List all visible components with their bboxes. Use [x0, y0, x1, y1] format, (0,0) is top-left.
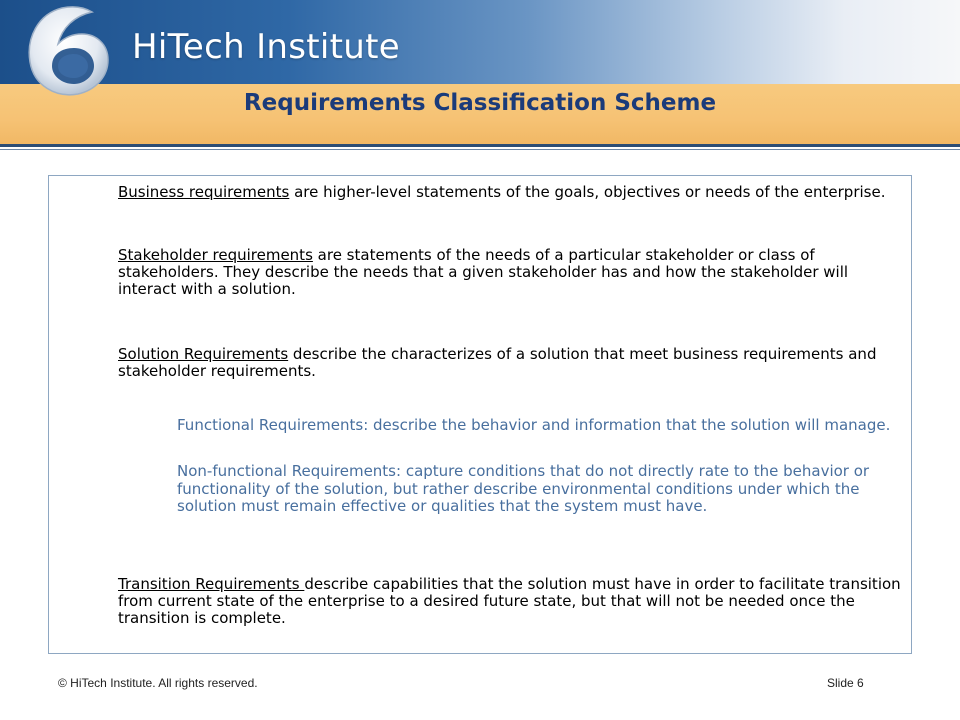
solution-requirements-paragraph [118, 346, 908, 380]
transition-requirements-paragraph [118, 576, 908, 627]
brand-name: HiTech Institute [132, 27, 400, 67]
stakeholder-requirements-paragraph [118, 247, 908, 298]
functional-requirements-item: Functional Requirements: describe the behavior and information that the solution will manage. [177, 416, 891, 434]
business-requirements-term: Business requirements [118, 183, 290, 201]
copyright-text: © HiTech Institute. All rights reserved. [58, 676, 258, 690]
non-functional-requirements-item: Non-functional Requirements: capture conditions that do not directly rate to the behavior or functionality of the solution, but rather describe environmental conditions under which the solution must remain effective or qualities that the system must have. [177, 462, 870, 515]
header-divider [0, 144, 960, 147]
stakeholder-requirements-term: Stakeholder requirements [118, 246, 313, 264]
solution-requirements-text: describe the characterizes of a solution that meet business requirements and stakeholder requirements. [118, 345, 877, 380]
stakeholder-requirements-text: are statements of the needs of a particular stakeholder or class of stakeholders. They describe the needs that a given stakeholder has and how the stakeholder will interact with a solution. [118, 246, 849, 298]
slide-title: Requirements Classification Scheme [243, 90, 717, 116]
business-requirements-paragraph [118, 184, 908, 201]
business-requirements-text: are higher-level statements of the goals, objectives or needs of the enterprise. [289, 183, 886, 201]
transition-requirements-term: Transition Requirements [118, 575, 305, 593]
transition-requirements-text: describe capabilities that the solution must have in order to facilitate transition from current state of the enterprise to a desired future state, but that will not be needed once the transition is complete. [118, 575, 901, 627]
header-divider-thin [0, 149, 960, 150]
slide-number: Slide 6 [827, 676, 864, 690]
solution-requirements-term: Solution Requirements [118, 345, 289, 363]
